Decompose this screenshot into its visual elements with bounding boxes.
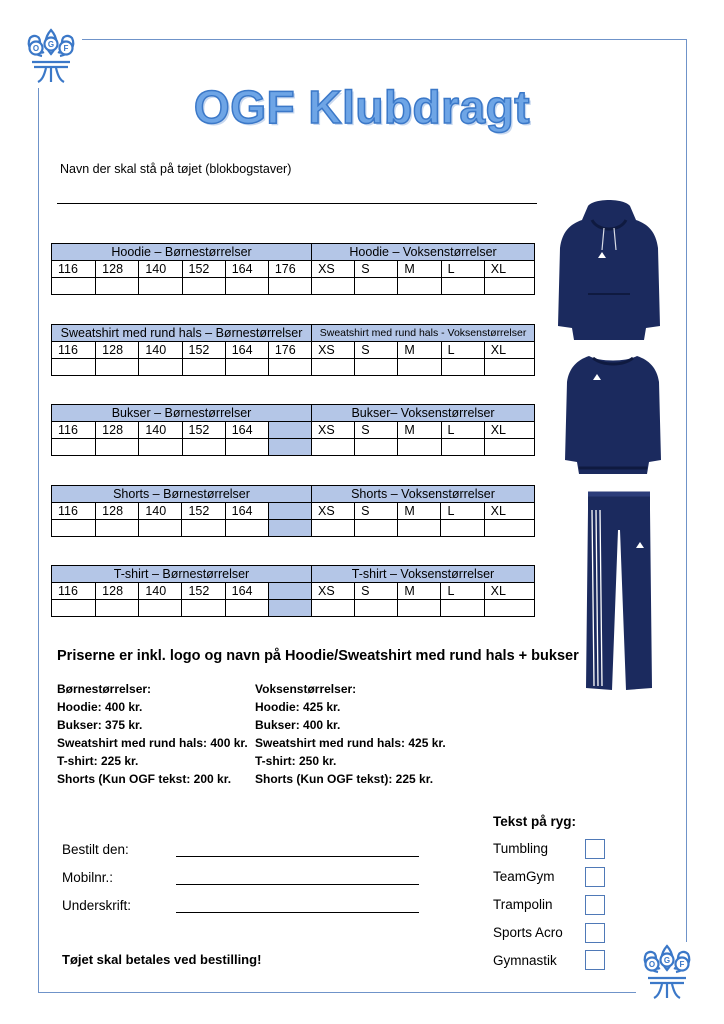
price-line: Bukser: 375 kr. xyxy=(57,718,143,732)
quantity-cell[interactable] xyxy=(52,439,96,456)
option-teamgym-label: TeamGym xyxy=(493,869,555,884)
option-gymnastik-label: Gymnastik xyxy=(493,953,557,968)
quantity-cell[interactable] xyxy=(225,359,268,376)
unavailable-size-cell xyxy=(268,439,311,456)
unavailable-size-cell xyxy=(268,600,311,617)
fleur-de-lis-icon xyxy=(636,942,698,1004)
size-label: XL xyxy=(484,261,534,278)
ogf-logo-bottom xyxy=(636,942,698,1004)
size-label: 128 xyxy=(96,583,139,600)
size-label: 152 xyxy=(182,342,225,359)
size-table xyxy=(51,324,535,376)
size-label: L xyxy=(441,261,484,278)
quantity-cell[interactable] xyxy=(182,520,225,537)
quantity-cell[interactable] xyxy=(398,439,441,456)
price-line: T-shirt: 250 kr. xyxy=(255,754,337,768)
size-label: 140 xyxy=(139,503,182,520)
size-label: 128 xyxy=(96,261,139,278)
option-gymnastik-checkbox[interactable] xyxy=(585,950,605,970)
quantity-cell[interactable] xyxy=(52,278,96,295)
logo-letter-f: F xyxy=(679,960,685,969)
quantity-cell[interactable] xyxy=(441,278,484,295)
quantity-cell[interactable] xyxy=(182,278,225,295)
quantity-cell[interactable] xyxy=(484,278,534,295)
adult-size-header: Shorts – Voksenstørrelser xyxy=(312,486,535,503)
price-line: Hoodie: 425 kr. xyxy=(255,700,341,714)
child-size-header: Sweatshirt med rund hals – Børnestørrelser xyxy=(52,325,312,342)
quantity-cell[interactable] xyxy=(96,359,139,376)
size-label: S xyxy=(355,342,398,359)
size-label: XL xyxy=(484,342,534,359)
unavailable-size-cell xyxy=(268,503,311,520)
size-label: 152 xyxy=(182,503,225,520)
size-label: 128 xyxy=(96,422,139,439)
quantity-cell[interactable] xyxy=(225,439,268,456)
size-table xyxy=(51,565,535,617)
adult-size-header: Sweatshirt med rund hals - Voksenstørrelser xyxy=(312,325,535,342)
logo-letter-g: G xyxy=(47,40,55,49)
option-trampolin-checkbox[interactable] xyxy=(585,895,605,915)
quantity-cell[interactable] xyxy=(268,359,311,376)
quantity-cell[interactable] xyxy=(355,600,398,617)
quantity-cell[interactable] xyxy=(398,520,441,537)
quantity-cell[interactable] xyxy=(484,600,534,617)
size-label: 140 xyxy=(139,422,182,439)
option-sports-acro-checkbox[interactable] xyxy=(585,923,605,943)
quantity-cell[interactable] xyxy=(139,359,182,376)
quantity-cell[interactable] xyxy=(441,600,484,617)
child-size-header: T-shirt – Børnestørrelser xyxy=(52,566,312,583)
quantity-cell[interactable] xyxy=(312,439,355,456)
size-label: XS xyxy=(312,422,355,439)
payment-note: Tøjet skal betales ved bestilling! xyxy=(62,952,262,967)
signature-line[interactable] xyxy=(176,912,419,913)
child-size-header: Hoodie – Børnestørrelser xyxy=(52,244,312,261)
quantity-cell[interactable] xyxy=(182,439,225,456)
quantity-cell[interactable] xyxy=(52,520,96,537)
size-label: M xyxy=(398,503,441,520)
size-label: 164 xyxy=(225,342,268,359)
sweatshirt-image xyxy=(565,352,661,478)
size-label: 116 xyxy=(52,342,96,359)
mobile-label: Mobilnr.: xyxy=(62,870,114,885)
quantity-cell[interactable] xyxy=(182,359,225,376)
size-label: XS xyxy=(312,503,355,520)
price-line: Bukser: 400 kr. xyxy=(255,718,341,732)
quantity-cell[interactable] xyxy=(96,600,139,617)
hoodie-image xyxy=(558,198,660,344)
quantity-cell[interactable] xyxy=(52,359,96,376)
option-tumbling-label: Tumbling xyxy=(493,841,549,856)
price-line: Shorts (Kun OGF tekst: 200 kr. xyxy=(57,772,232,786)
size-label: L xyxy=(441,583,484,600)
option-trampolin-label: Trampolin xyxy=(493,897,553,912)
ordered-date-label: Bestilt den: xyxy=(62,842,129,857)
size-label: 164 xyxy=(225,503,268,520)
size-label: 116 xyxy=(52,261,96,278)
size-label: XS xyxy=(312,261,355,278)
mobile-line[interactable] xyxy=(176,884,419,885)
unavailable-size-cell xyxy=(268,422,311,439)
quantity-cell[interactable] xyxy=(139,439,182,456)
logo-letter-f: F xyxy=(63,44,69,53)
size-label: 152 xyxy=(182,583,225,600)
option-teamgym-checkbox[interactable] xyxy=(585,867,605,887)
price-line: Shorts (Kun OGF tekst): 225 kr. xyxy=(255,772,434,786)
size-label: L xyxy=(441,503,484,520)
size-label: 140 xyxy=(139,342,182,359)
quantity-cell[interactable] xyxy=(139,520,182,537)
quantity-cell[interactable] xyxy=(225,520,268,537)
child-size-header: Bukser – Børnestørrelser xyxy=(52,405,312,422)
adult-prices xyxy=(255,680,446,788)
quantity-cell[interactable] xyxy=(355,359,398,376)
size-label: 128 xyxy=(96,342,139,359)
quantity-cell[interactable] xyxy=(268,278,311,295)
size-label: XS xyxy=(312,583,355,600)
size-label: 116 xyxy=(52,583,96,600)
size-label: XL xyxy=(484,422,534,439)
logo-letter-g: G xyxy=(663,956,671,965)
children-prices xyxy=(57,680,248,788)
size-label: S xyxy=(355,503,398,520)
page-title: OGF Klubdragt xyxy=(193,81,531,133)
size-label: 152 xyxy=(182,261,225,278)
size-label: 116 xyxy=(52,503,96,520)
quantity-cell[interactable] xyxy=(355,520,398,537)
back-text-heading: Tekst på ryg: xyxy=(493,814,577,829)
quantity-cell[interactable] xyxy=(312,600,355,617)
quantity-cell[interactable] xyxy=(96,278,139,295)
size-label: 164 xyxy=(225,583,268,600)
size-table xyxy=(51,404,535,456)
children-prices-heading: Børnestørrelser: xyxy=(57,682,152,696)
quantity-cell[interactable] xyxy=(355,439,398,456)
quantity-cell[interactable] xyxy=(225,278,268,295)
size-label: S xyxy=(355,583,398,600)
quantity-cell[interactable] xyxy=(398,600,441,617)
quantity-cell[interactable] xyxy=(484,520,534,537)
quantity-cell[interactable] xyxy=(139,600,182,617)
signature-label: Underskrift: xyxy=(62,898,132,913)
size-label: 140 xyxy=(139,261,182,278)
price-line: Hoodie: 400 kr. xyxy=(57,700,143,714)
size-label: 164 xyxy=(225,261,268,278)
size-label: XL xyxy=(484,503,534,520)
size-label: M xyxy=(398,422,441,439)
size-label: 176 xyxy=(268,342,311,359)
size-label: 128 xyxy=(96,503,139,520)
unavailable-size-cell xyxy=(268,583,311,600)
quantity-cell[interactable] xyxy=(355,278,398,295)
size-label: L xyxy=(441,422,484,439)
quantity-cell[interactable] xyxy=(312,359,355,376)
quantity-cell[interactable] xyxy=(312,278,355,295)
quantity-cell[interactable] xyxy=(441,520,484,537)
quantity-cell[interactable] xyxy=(441,439,484,456)
quantity-cell[interactable] xyxy=(182,600,225,617)
size-label: M xyxy=(398,261,441,278)
quantity-cell[interactable] xyxy=(225,600,268,617)
quantity-cell[interactable] xyxy=(139,278,182,295)
pants-image xyxy=(586,490,652,692)
logo-letter-o: O xyxy=(648,960,656,969)
size-label: 152 xyxy=(182,422,225,439)
adult-prices-heading: Voksenstørrelser: xyxy=(255,682,357,696)
quantity-cell[interactable] xyxy=(398,359,441,376)
size-label: S xyxy=(355,422,398,439)
price-line: Sweatshirt med rund hals: 400 kr. xyxy=(57,736,248,750)
size-label: XL xyxy=(484,583,534,600)
size-label: 140 xyxy=(139,583,182,600)
logo-letter-o: O xyxy=(32,44,40,53)
price-line: T-shirt: 225 kr. xyxy=(57,754,139,768)
size-label: XS xyxy=(312,342,355,359)
adult-size-header: T-shirt – Voksenstørrelser xyxy=(312,566,535,583)
quantity-cell[interactable] xyxy=(484,439,534,456)
quantity-cell[interactable] xyxy=(312,520,355,537)
quantity-cell[interactable] xyxy=(441,359,484,376)
quantity-cell[interactable] xyxy=(398,278,441,295)
size-label: M xyxy=(398,342,441,359)
size-label: 176 xyxy=(268,261,311,278)
size-table xyxy=(51,243,535,295)
size-label: M xyxy=(398,583,441,600)
prices-heading: Priserne er inkl. logo og navn på Hoodie/Sweatshirt med rund hals + bukser xyxy=(57,648,579,664)
quantity-cell[interactable] xyxy=(52,600,96,617)
option-sports-acro-label: Sports Acro xyxy=(493,925,563,940)
name-input-line[interactable] xyxy=(57,203,537,204)
child-size-header: Shorts – Børnestørrelser xyxy=(52,486,312,503)
ordered-date-line[interactable] xyxy=(176,856,419,857)
quantity-cell[interactable] xyxy=(96,520,139,537)
option-tumbling-checkbox[interactable] xyxy=(585,839,605,859)
size-table xyxy=(51,485,535,537)
fleur-de-lis-icon xyxy=(20,26,82,88)
adult-size-header: Bukser– Voksenstørrelser xyxy=(312,405,535,422)
quantity-cell[interactable] xyxy=(484,359,534,376)
size-label: 164 xyxy=(225,422,268,439)
unavailable-size-cell xyxy=(268,520,311,537)
adult-size-header: Hoodie – Voksenstørrelser xyxy=(312,244,535,261)
size-label: 116 xyxy=(52,422,96,439)
ogf-logo-top xyxy=(20,26,82,88)
size-label: S xyxy=(355,261,398,278)
quantity-cell[interactable] xyxy=(96,439,139,456)
price-line: Sweatshirt med rund hals: 425 kr. xyxy=(255,736,446,750)
name-label: Navn der skal stå på tøjet (blokbogstaver) xyxy=(60,162,292,176)
size-label: L xyxy=(441,342,484,359)
